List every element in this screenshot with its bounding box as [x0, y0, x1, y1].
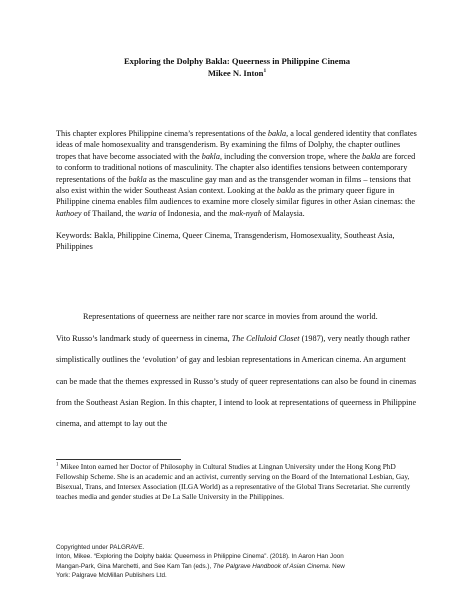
citation-book-title: The Palgrave Handbook of Asian Cinema [213, 562, 329, 570]
abstract-text: , a local gendered identity that conflates ideas of male homosexuality and transgenderism. By examining the films of Dolphy, the chapter outlines tropes that have become associated with the [56, 129, 417, 161]
abstract-text: This chapter explores Philippine cinema’s representations of the [56, 129, 268, 138]
abstract-term: waria [137, 208, 157, 218]
citation-line: York: Palgrave McMillan Publishers Ltd. [56, 571, 167, 579]
body-text: (1987), very neatly though rather simplistically outlines the ‘evolution’ of gay and lesbian representations in American cinema. An argument can be made that the themes expressed in Russo’s study of queer representations can also be found in cinemas from the Southeast Asian Region. In this chapter, I intend to look at representations of queerness in Philippine cinema, and attempt to lay out the [56, 334, 417, 429]
citation-line: Inton, Mikee. “Exploring the Dolphy bakla: Queerness in Philippine Cinema”. (2018). In Aaron Han Joon [56, 553, 344, 561]
abstract-text: of Thailand, the [81, 208, 138, 218]
abstract-text: of Malaysia. [261, 208, 305, 218]
body-text: Vito Russo’s landmark study of queerness in cinema, [56, 334, 232, 343]
citation-line [56, 562, 426, 571]
abstract-text: , including the conversion trope, where the [219, 151, 363, 161]
citation-text: Mangan-Park, Gina Marchetti, and See Kam Tan (eds.), [56, 562, 214, 570]
abstract-term: bakla [128, 174, 147, 184]
abstract-term: kathoey [56, 208, 82, 218]
author-line [0, 68, 474, 78]
abstract-term: mak-nyah [229, 208, 262, 218]
footnote-text: Mikee Inton earned her Doctor of Philosophy in Cultural Studies at Lingnan University under the Hong Kong PhD Fellowship Scheme. She is an academic and an activist, currently serving on the Board of the International Lesbian, Gay, Bisexual, Trans, and Intersex Association (ILGA World) as a representative of the Global Trans Secretariat. She currently teaches media and gender studies at De La Salle University in the Philippines. [56, 462, 411, 502]
abstract-text: of Indonesia, and the [156, 208, 230, 218]
abstract-text: as the primary queer figure in Philippine cinema enables film audiences to examine more closely similar figures in other Asian cinemas: the [56, 186, 416, 207]
abstract-term: bakla [267, 129, 287, 138]
body-paragraph-1: Representations of queerness are neither rare nor scarce in movies from around the world. [83, 312, 378, 321]
abstract-term: bakla [277, 186, 296, 196]
footnote-separator [56, 459, 181, 460]
keywords-paragraph: Keywords: Bakla, Philippine Cinema, Queer Cinema, Transgenderism, Homosexuality, Southeast Asia, Philippines [56, 231, 395, 252]
footnote-marker: 1 [56, 462, 59, 468]
abstract-paragraph [56, 128, 418, 219]
book-title: The Celluloid Closet [231, 334, 300, 343]
citation-text: . New [328, 562, 345, 570]
author-name: Mikee N. Inton [207, 68, 264, 78]
abstract-term: bakla [201, 151, 220, 161]
copyright-line: Copyrighted under PALGRAVE. [56, 544, 145, 551]
abstract-term: bakla [362, 151, 381, 161]
footnote [56, 462, 418, 502]
copyright-notice [56, 543, 426, 580]
abstract-text: as the masculine gay man and as the transgender woman in films – tensions that also exist within the wider Southeast Asian context. Looking at the [56, 174, 411, 196]
abstract-text: are forced to conform to traditional notions of masculinity. The chapter also identifies tensions between contemporary representations of the [56, 151, 416, 184]
body-paragraph-2 [56, 328, 418, 434]
author-footnote-marker: 1 [263, 68, 267, 75]
paper-title: Exploring the Dolphy Bakla: Queerness in Philippine Cinema [123, 56, 351, 66]
